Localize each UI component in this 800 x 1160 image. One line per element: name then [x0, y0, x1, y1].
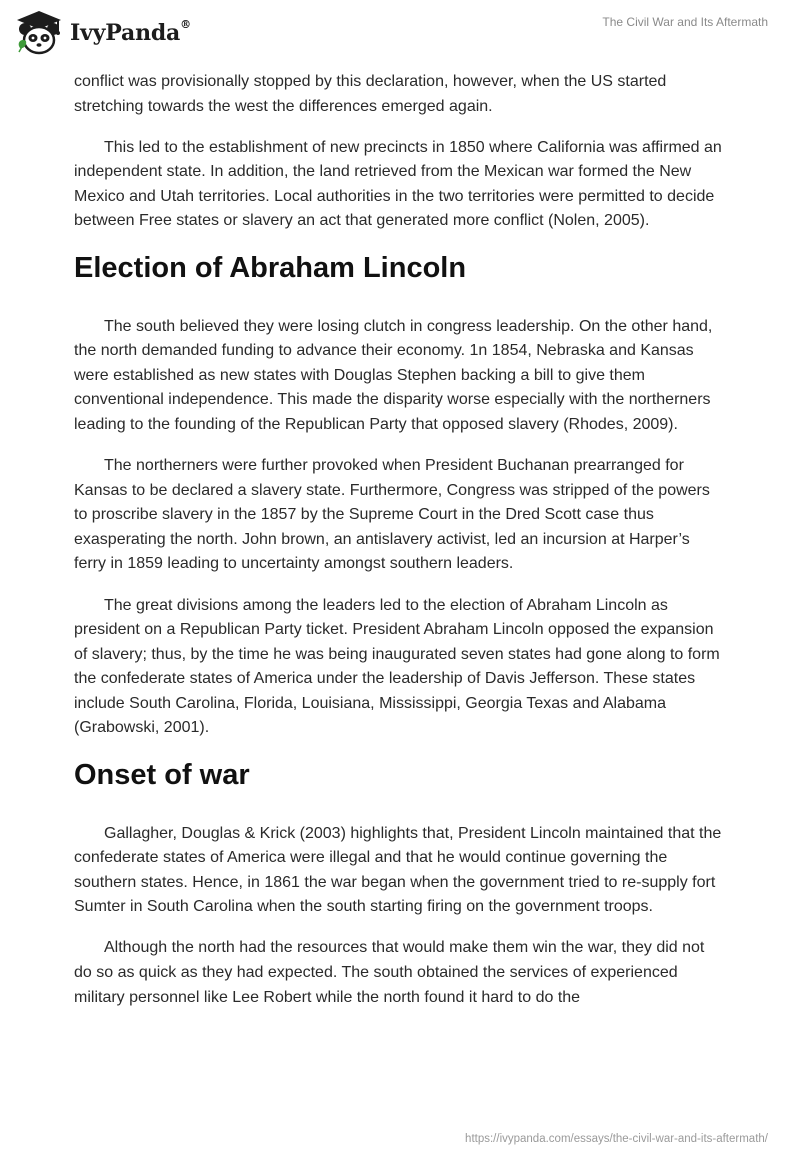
paragraph: Although the north had the resources that would make them win the war, they did not do so as quick as they had expected. The south obtained the services of experienced military personnel like Lee Robert while the north found it hard to do the [74, 939, 705, 1006]
paragraph: The great divisions among the leaders led to the election of Abraham Lincoln as president on a Republican Party ticket. President Abraham Lincoln opposed the expansion of slavery; thus, by the time he was being inaugurated seven states had gone along to form the confederate states of America under the leadership of Davis Jefferson. These states include South Carolina, Florida, Louisiana, Mississippi, Georgia Texas and Alabama (Grabowski, 2001). [74, 596, 720, 737]
document-title: The Civil War and Its Aftermath [602, 15, 768, 29]
paragraph: conflict was provisionally stopped by this declaration, however, when the US started stretching towards the west the differences emerged again. [74, 73, 667, 115]
brand-name: IvyPanda® [70, 18, 191, 46]
paragraph: This led to the establishment of new precincts in 1850 where California was affirmed an independent state. In addition, the land retrieved from the Mexican war formed the New Mexico and Utah territories. Local authorities in the two territories were permitted to decide between Free states or slavery an act that generated more conflict (Nolen, 2005). [74, 138, 722, 230]
paragraph: The northerners were further provoked when President Buchanan prearranged for Kansas to be declared a slavery state. Furthermore, Congress was stripped of the powers to proscribe slavery in the 1857 by the Supreme Court in the Dred Scott case thus exasperating the north. John brown, an antislavery activist, led an incursion at Harper’s ferry in 1859 leading to uncertainty amongst southern leaders. [74, 457, 710, 573]
source-url-link[interactable]: https://ivypanda.com/essays/the-civil-war-and-its-aftermath/ [465, 1133, 768, 1145]
paragraph: The south believed they were losing clutch in congress leadership. On the other hand, the north demanded funding to advance their economy. 1n 1854, Nebraska and Kansas were established as new states with Douglas Stephen backing a bill to give them conventional independence. This made the disparity worse especially with the northerners leading to the founding of the Republican Party that opposed slavery (Rhodes, 2009). [74, 317, 713, 433]
panda-graduate-icon [14, 8, 64, 58]
essay-body [74, 70, 726, 1027]
page-header [0, 0, 800, 70]
registered-mark: ® [180, 18, 191, 31]
section-heading-election: Election of Abraham Lincoln [74, 251, 467, 284]
section-heading-onset: Onset of war [74, 758, 250, 791]
ivypanda-logo[interactable] [14, 8, 191, 58]
paragraph: Gallagher, Douglas & Krick (2003) highlights that, President Lincoln maintained that the confederate states of America were illegal and that he would continue governing the southern states. Hence, in 1861 the war began when the government tried to re-supply fort Sumter in South Carolina when the south starting firing on the government troops. [74, 824, 722, 916]
